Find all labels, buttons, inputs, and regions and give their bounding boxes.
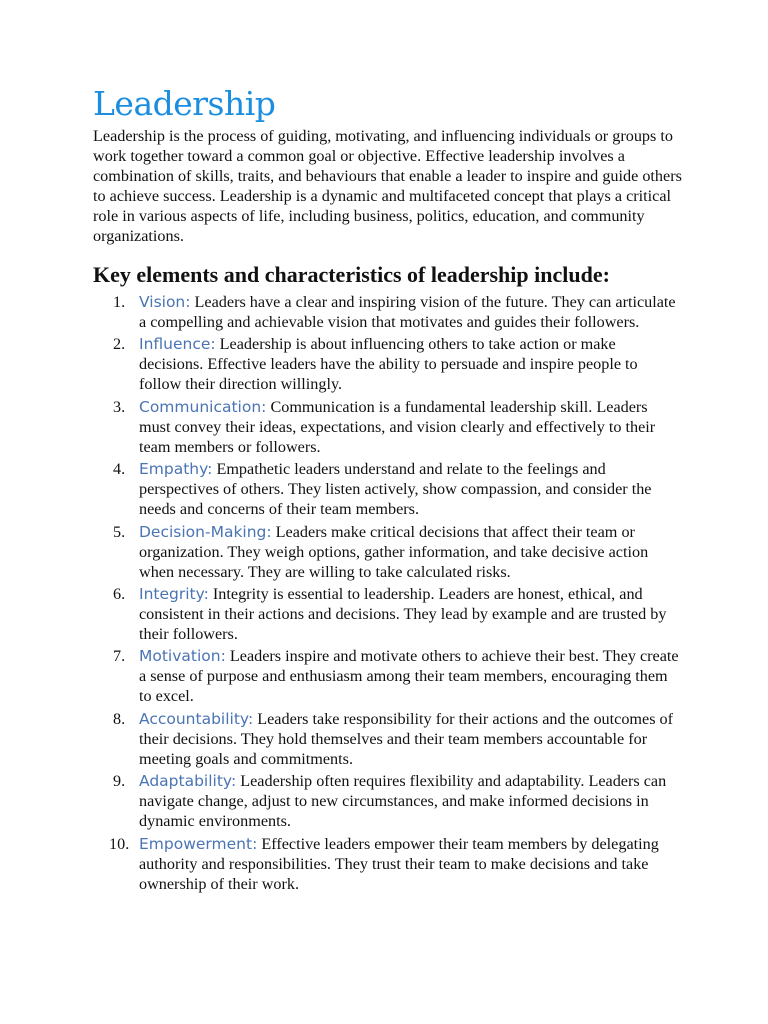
list-item-text: Empathetic leaders understand and relate to the feelings and perspectives of others. They listen actively, show compassion, and consider the needs and concerns of their team members.	[139, 460, 652, 519]
list-item-text: Leaders take responsibility for their actions and the outcomes of their decisions. They hold themselves and their team members accountable for meeting goals and commitments.	[139, 709, 674, 768]
list-item-text: Communication is a fundamental leadership skill. Leaders must convey their ideas, expectations, and vision clearly and effectively to their team members or followers.	[139, 397, 656, 456]
list-item-text: Leadership is about influencing others to take action or make decisions. Effective leaders have the ability to persuade and inspire people to follow their direction willingly.	[139, 335, 638, 394]
list-item-term: Influence:	[139, 335, 216, 354]
list-item	[93, 459, 683, 519]
list-item	[93, 584, 683, 644]
list-item-text: Leaders have a clear and inspiring vision of the future. They can articulate a compelling and achievable vision that motivates and guides their followers.	[139, 293, 676, 331]
list-item-number: 10.	[109, 834, 130, 853]
list-item	[93, 709, 683, 769]
list-item-term: Vision:	[139, 293, 191, 311]
list-item-number: 5.	[113, 522, 126, 541]
document-page	[93, 84, 683, 896]
list-item-term: Communication:	[139, 397, 267, 416]
list-item-term: Integrity:	[139, 584, 209, 603]
list-item	[93, 292, 683, 332]
list-item-text: Leadership often requires flexibility and adaptability. Leaders can navigate change, adjust to new circumstances, and make informed decisions in dynamic environments.	[139, 772, 667, 831]
list-item-number: 3.	[113, 397, 126, 416]
list-item-number: 1.	[113, 293, 126, 311]
list-item	[93, 834, 683, 894]
list-item-number: 4.	[113, 460, 126, 479]
list-item-term: Empowerment:	[139, 834, 258, 853]
list-item-text: Leaders inspire and motivate others to achieve their best. They create a sense of purpose and enthusiasm among their team members, encouraging them to excel.	[139, 647, 679, 706]
list-item	[93, 522, 683, 582]
list-item-number: 9.	[113, 772, 126, 791]
list-item	[93, 397, 683, 457]
list-item-term: Motivation:	[139, 647, 226, 666]
list-item-term: Accountability:	[139, 709, 254, 728]
list-item-number: 2.	[113, 335, 126, 354]
list-item-text: Leaders make critical decisions that affect their team or organization. They weigh options, gather information, and take decisive action when necessary. They are willing to take calculated risks.	[139, 522, 649, 581]
list-item-term: Adaptability:	[139, 772, 237, 791]
intro-paragraph: Leadership is the process of guiding, motivating, and influencing individuals or groups to work together toward a common goal or objective. Effective leadership involves a combination of skills, traits, and behaviours that enable a leader to inspire and guide others to achieve success. Leadership is a dynamic and multifaceted concept that plays a critical role in various aspects of life, including business, politics, education, and community organizations.	[93, 127, 682, 245]
list-item-number: 6.	[113, 584, 126, 603]
list-item-number: 7.	[113, 647, 126, 666]
list-item	[93, 771, 683, 831]
list-item-text: Integrity is essential to leadership. Leaders are honest, ethical, and consistent in their actions and decisions. They lead by example and are trusted by their followers.	[139, 584, 667, 643]
document-title: Leadership	[93, 84, 276, 123]
list-item-term: Empathy:	[139, 460, 213, 479]
list-item	[93, 646, 683, 706]
list-item	[93, 334, 683, 394]
list-item-term: Decision-Making:	[139, 522, 272, 541]
section-heading: Key elements and characteristics of leadership include:	[93, 262, 610, 287]
list-item-text: Effective leaders empower their team members by delegating authority and responsibilities. They trust their team to make decisions and take ownership of their work.	[139, 834, 659, 893]
characteristics-list	[93, 292, 683, 894]
list-item-number: 8.	[113, 709, 126, 728]
